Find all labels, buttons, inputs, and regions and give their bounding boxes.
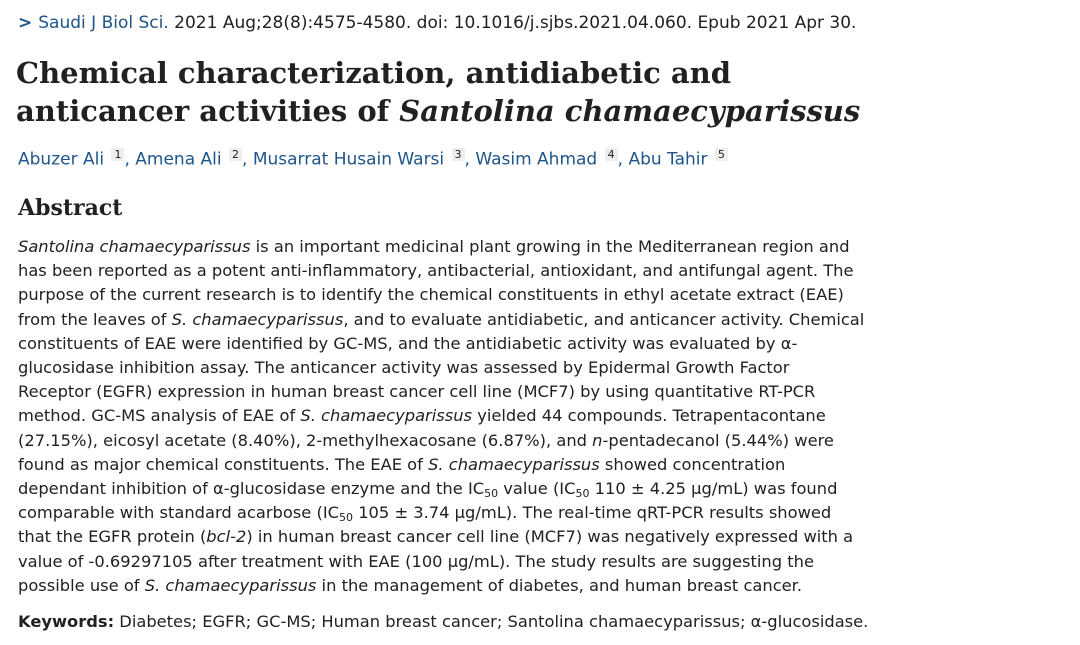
abstract-line: Receptor (EGFR) expression in human breast cancer cell line (MCF7) by using quantitative RT-PCR	[18, 382, 816, 402]
abstract-text: in the management of diabetes, and human breast cancer.	[316, 575, 803, 595]
keywords	[18, 612, 868, 631]
abstract-text: from the leaves of	[18, 309, 172, 329]
affiliation-badge[interactable]: 5	[715, 148, 728, 161]
subscript: 50	[484, 487, 499, 501]
author-link[interactable]: Abuzer Ali	[18, 149, 105, 170]
species-name: Santolina chamaecyparissus	[18, 237, 251, 256]
abstract-line	[18, 308, 1048, 332]
chevron-right-icon[interactable]: >	[18, 13, 33, 33]
abstract-heading: Abstract	[18, 195, 123, 221]
abstract-line	[18, 453, 1048, 477]
species-name: S. chamaecyparissus	[428, 454, 600, 474]
abstract-text: , and to evaluate antidiabetic, and anticancer activity. Chemical	[343, 309, 865, 329]
abstract-line	[18, 235, 1048, 259]
abstract-text: that the EGFR protein (	[18, 527, 207, 547]
abstract-line	[18, 525, 1048, 549]
abstract-line	[18, 574, 1048, 598]
affiliation-badge[interactable]: 1	[111, 148, 124, 161]
affiliation-badge[interactable]: 4	[605, 148, 618, 161]
title-line-1: Chemical characterization, antidiabetic and	[16, 56, 731, 90]
affiliation-badge[interactable]: 2	[229, 148, 242, 161]
species-name: S. chamaecyparissus	[144, 575, 317, 595]
subscript: 50	[575, 487, 590, 501]
abstract-text: 110 ± 4.25 μg/mL) was found	[589, 479, 838, 499]
abstract-line	[18, 429, 1048, 453]
abstract-text: possible use of	[18, 575, 145, 595]
affiliation-badge[interactable]: 3	[452, 148, 465, 161]
journal-link[interactable]: Saudi J Biol Sci.	[38, 13, 169, 33]
abstract-text: value (IC	[498, 479, 576, 499]
abstract-line: purpose of the current research is to identify the chemical constituents in ethyl acetate extract (EAE)	[18, 285, 844, 305]
abstract-line	[18, 404, 1048, 428]
abstract-line: value of -0.69297105 after treatment with EAE (100 μg/mL). The study results are suggesting the	[18, 551, 814, 571]
title-species-name: Santolina chamaecyparissus	[399, 94, 861, 128]
author-link[interactable]: Wasim Ahmad	[475, 149, 598, 170]
abstract-text: dependant inhibition of α-glucosidase enzyme and the IC	[18, 479, 485, 499]
abstract-text: 105 ± 3.74 μg/mL). The real-time qRT-PCR results showed	[353, 503, 832, 523]
abstract-line: glucosidase inhibition assay. The anticancer activity was assessed by Epidermal Growth Factor	[18, 358, 790, 378]
abstract-line: constituents of EAE were identified by GC-MS, and the antidiabetic activity was evaluated by α-	[18, 333, 798, 353]
italic-term: bcl-2	[206, 527, 247, 547]
species-name: S. chamaecyparissus	[171, 309, 344, 329]
abstract-text: -pentadecanol (5.44%) were	[602, 430, 834, 450]
abstract-text: method. GC-MS analysis of EAE of	[18, 406, 301, 426]
author-link[interactable]: Abu Tahir	[628, 149, 708, 170]
abstract-text: (27.15%), eicosyl acetate (8.40%), 2-methylhexacosane (6.87%), and	[18, 430, 593, 450]
abstract-line	[18, 477, 1048, 501]
abstract-text: showed concentration	[599, 454, 786, 474]
abstract-line: has been reported as a potent anti-inflammatory, antibacterial, antioxidant, and antifungal agent. The	[18, 261, 854, 281]
author-link[interactable]: Amena Ali	[135, 149, 222, 170]
italic-term: n	[592, 430, 603, 450]
abstract-text: ) in human breast cancer cell line (MCF7) was negatively expressed with a	[246, 527, 854, 547]
abstract-text: yielded 44 compounds. Tetrapentacontane	[472, 406, 826, 426]
article-title	[16, 54, 1066, 130]
species-name: S. chamaecyparissus	[300, 406, 473, 426]
keywords-text: Diabetes; EGFR; GC-MS; Human breast cancer; Santolina chamaecyparissus; α-glucosidase.	[114, 612, 869, 631]
abstract-line	[18, 501, 1048, 525]
keywords-label: Keywords:	[18, 612, 115, 631]
subscript: 50	[339, 511, 354, 525]
abstract-text: is an important medicinal plant growing in the Mediterranean region and	[250, 237, 850, 256]
author-list: Abuzer Ali $^1$ , Amena Ali $^2$ , Musarrat Husain Warsi $^3$ , Wasim Ahmad $^4$ , Abu Tahir $^5$	[18, 148, 728, 170]
author-link[interactable]: Musarrat Husain Warsi	[252, 149, 445, 170]
abstract-text: found as major chemical constituents. The EAE of	[18, 454, 429, 474]
abstract-text: comparable with standard acarbose (IC	[18, 503, 340, 523]
citation-details: 2021 Aug;28(8):4575-4580. doi: 10.1016/j.sjbs.2021.04.060. Epub 2021 Apr 30.	[174, 13, 857, 33]
citation	[18, 13, 856, 33]
abstract-body	[18, 235, 1048, 598]
title-line-2: anticancer activities of	[16, 94, 390, 128]
